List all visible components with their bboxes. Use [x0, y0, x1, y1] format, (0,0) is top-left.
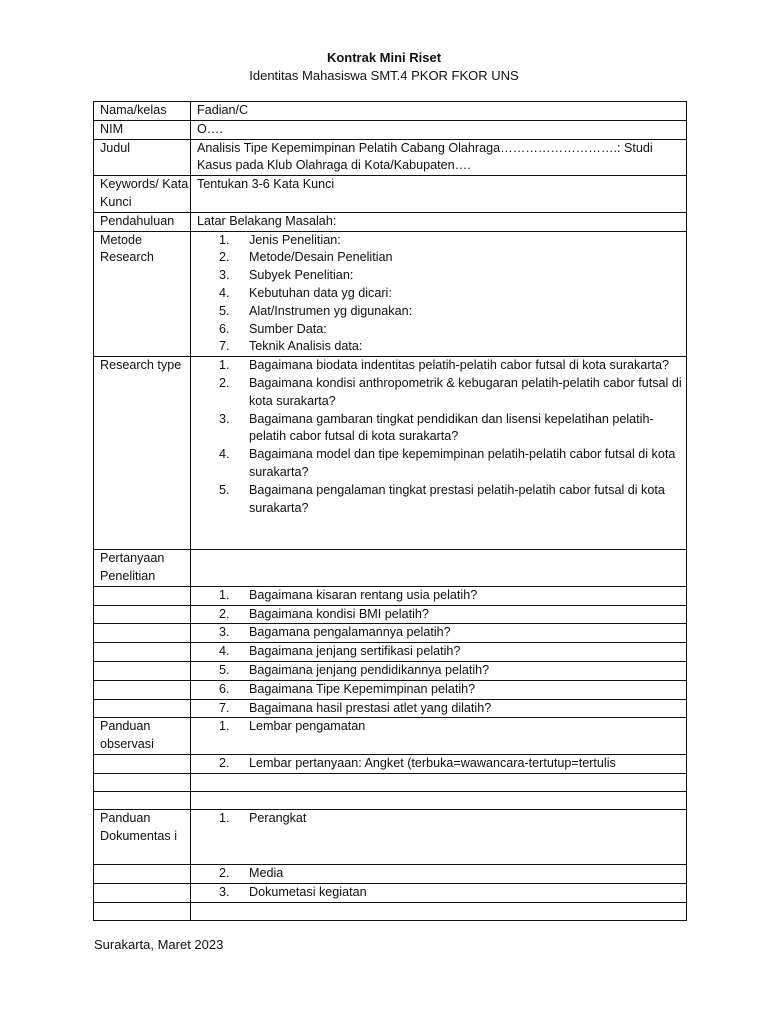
list-item: 4. Bagaimana model dan tipe kepemimpinan pelatih-pelatih cabor futsal di kota surakarta? [219, 447, 676, 479]
value-keywords: Tentukan 3-6 Kata Kunci [191, 176, 687, 213]
row-research-type [94, 357, 687, 550]
list-item: 3. Bagaimana gambaran tingkat pendidikan dan lisensi kepelatihan pelatih-pelatih cabor futsal di kota surakarta? [219, 411, 654, 444]
pertanyaan-item: Bagaimana kisaran rentang usia pelatih? [249, 587, 478, 602]
pertanyaan-item: Bagaimana jenjang pendidikannya pelatih? [249, 662, 490, 677]
list-item: 3. Subyek Penelitian: [219, 268, 354, 283]
label-pertanyaan: Pertanyaan Penelitian [94, 550, 191, 587]
row-metode [94, 231, 687, 357]
dokumentasi-item: Dokumetasi kegiatan [249, 884, 367, 899]
list-item: 2. Metode/Desain Penelitian [219, 250, 393, 265]
list-item: 1. Jenis Penelitian: [219, 232, 341, 247]
row-pertanyaan-4: 4. Bagaimana jenjang sertifikasi pelatih? [94, 643, 687, 662]
pertanyaan-item: Bagaimana jenjang sertifikasi pelatih? [249, 644, 461, 659]
list-item: 6. Sumber Data: [219, 321, 327, 336]
row-pertanyaan-3: 3. Bagamana pengalamannya pelatih? [94, 624, 687, 643]
label-nim: NIM [94, 120, 191, 139]
label-nama: Nama/kelas [94, 102, 191, 121]
row-empty-1 [94, 774, 687, 792]
contract-table [93, 101, 687, 921]
label-dokumentasi: Panduan Dokumentas i [94, 810, 191, 865]
row-pertanyaan-6: 6. Bagaimana Tipe Kepemimpinan pelatih? [94, 680, 687, 699]
dokumentasi-item: Media [249, 866, 284, 881]
observasi-item: Lembar pertanyaan: Angket (terbuka=wawancara-tertutup=tertulis [249, 756, 616, 771]
value-judul: Analisis Tipe Kepemimpinan Pelatih Cabang Olahraga……………………….: Studi Kasus pada Klub Olahraga di Kota/Kabupaten…. [191, 139, 687, 176]
row-pertanyaan-2: 2. Bagaimana kondisi BMI pelatih? [94, 605, 687, 624]
row-dokumentasi-2: 2. Media [94, 865, 687, 884]
value-nama: Fadian/C [191, 102, 687, 121]
list-item: 4. Kebutuhan data yg dicari: [219, 285, 392, 300]
label-pendahuluan: Pendahuluan [94, 212, 191, 231]
document-title: Kontrak Mini Riset [326, 50, 442, 65]
dokumentasi-item: Perangkat [249, 811, 307, 826]
metode-list [197, 232, 686, 357]
label-observasi: Panduan observasi [94, 718, 191, 755]
label-keywords: Keywords/ Kata Kunci [94, 176, 191, 213]
label-metode: Metode Research [94, 231, 191, 357]
row-keywords [94, 176, 687, 213]
document-subtitle: Identitas Mahasiswa SMT.4 PKOR FKOR UNS [249, 68, 519, 83]
observasi-item: Lembar pengamatan [249, 719, 366, 734]
row-pertanyaan [94, 550, 687, 587]
pertanyaan-item: Bagamana pengalamannya pelatih? [249, 625, 451, 640]
research-type-list [197, 357, 686, 517]
row-nama [94, 102, 687, 121]
row-observasi-2: 2. Lembar pertanyaan: Angket (terbuka=wawancara-tertutup=tertulis [94, 755, 687, 774]
pertanyaan-item: Bagaimana hasil prestasi atlet yang dilatih? [249, 700, 492, 715]
place-date: Surakarta, Maret 2023 [94, 937, 224, 952]
row-dokumentasi: Panduan Dokumentas i 1. Perangkat [94, 810, 687, 865]
row-pertanyaan-5: 5. Bagaimana jenjang pendidikannya pelatih? [94, 661, 687, 680]
row-pertanyaan-7: 7. Bagaimana hasil prestasi atlet yang dilatih? [94, 699, 687, 718]
document-header [0, 49, 768, 85]
row-observasi: Panduan observasi 1. Lembar pengamatan [94, 718, 687, 755]
list-item: 5. Alat/Instrumen yg digunakan: [219, 303, 413, 318]
row-nim [94, 120, 687, 139]
pertanyaan-item: Bagaimana Tipe Kepemimpinan pelatih? [249, 681, 476, 696]
value-pendahuluan: Latar Belakang Masalah: [191, 212, 687, 231]
row-dokumentasi-3: 3. Dokumetasi kegiatan [94, 883, 687, 902]
list-item: 7. Teknik Analisis data: [219, 339, 363, 354]
row-judul [94, 139, 687, 176]
row-empty-3 [94, 902, 687, 920]
pertanyaan-item: Bagaimana kondisi BMI pelatih? [249, 606, 429, 621]
list-item: 2. Bagaimana kondisi anthropometrik & kebugaran pelatih-pelatih cabor futsal di kota surakarta? [219, 375, 682, 408]
list-item: 1. Bagaimana biodata indentitas pelatih-pelatih cabor futsal di kota surakarta? [219, 358, 670, 373]
row-empty-2 [94, 792, 687, 810]
row-pertanyaan-1: 1. Bagaimana kisaran rentang usia pelatih? [94, 586, 687, 605]
row-pendahuluan [94, 212, 687, 231]
label-judul: Judul [94, 139, 191, 176]
list-item: 5. Bagaimana pengalaman tingkat prestasi pelatih-pelatih cabor futsal di kota surakarta? [219, 482, 665, 515]
label-research-type: Research type [94, 357, 191, 550]
value-nim: O…. [191, 120, 687, 139]
